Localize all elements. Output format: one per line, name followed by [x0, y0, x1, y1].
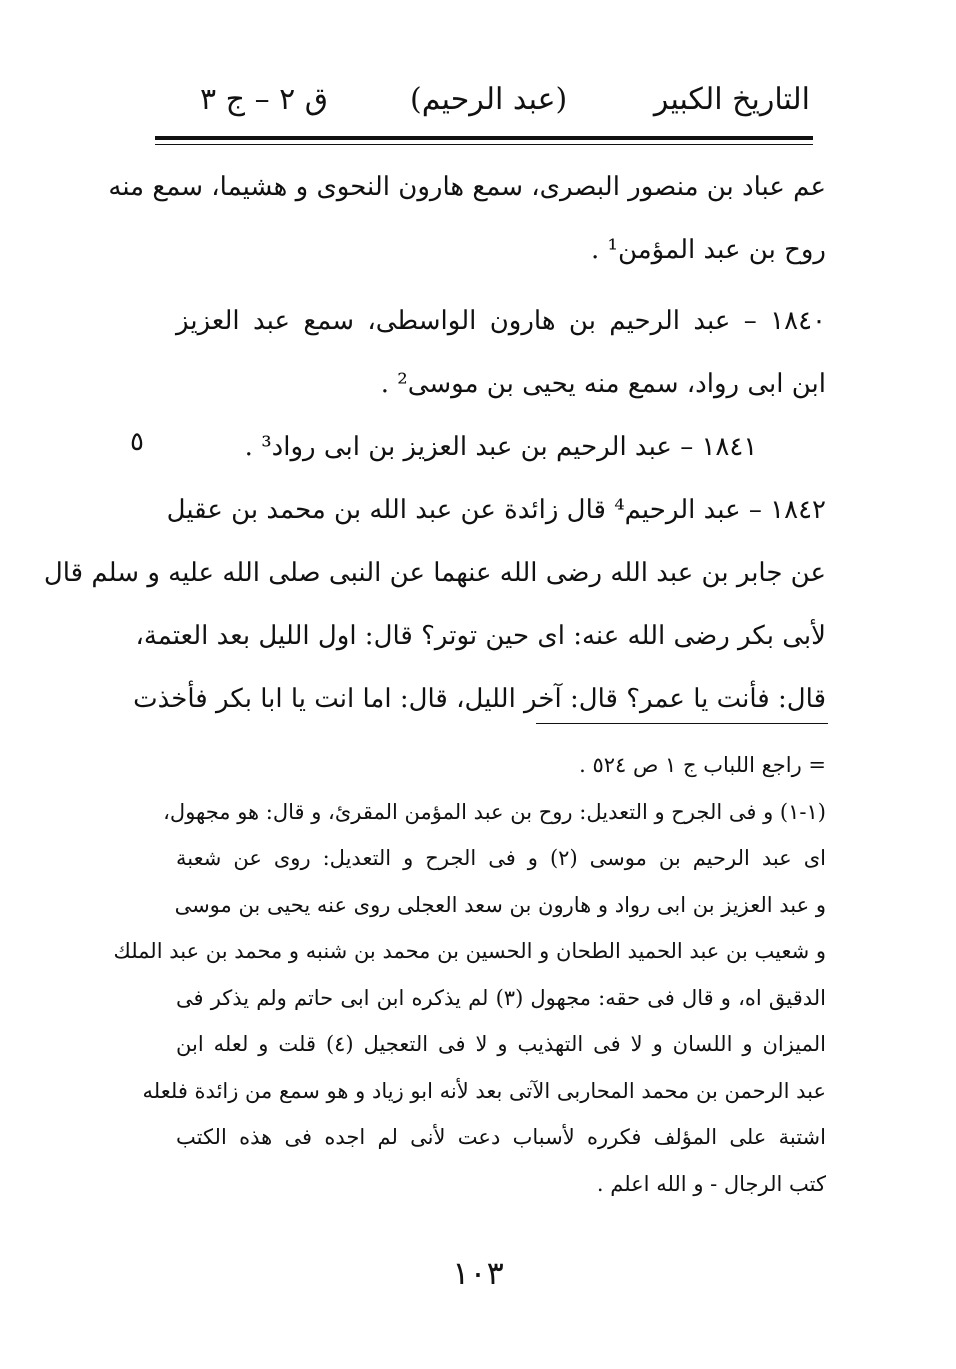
- footnotes: [113, 742, 826, 1207]
- main-text: [43, 156, 826, 731]
- footnote-line: و عبد العزيز بن ابى رواد و هارون بن سعد العجلى روى عنه يحيى بن موسى: [174, 892, 826, 917]
- running-header: [160, 78, 810, 126]
- footnote-line: كتب الرجال - و الله اعلم .: [596, 1171, 826, 1196]
- footnote-line: اشتبة على المؤلف فكرره لأسباب دعت لأنى لم اجده فى هذه الكتب: [176, 1125, 826, 1149]
- entry-1840-line: ١٨٤٠ – عبد الرحيم بن هارون الواسطى، سمع عبد العزيز: [176, 306, 826, 336]
- footnote-line: و شعيب بن عبد الحميد الطحان و الحسين بن محمد بن شنبه و محمد بن عبد الملك: [113, 939, 826, 963]
- footnote-line: الدقيق اه، و قال فى حقه: مجهول (٣) لم يذكره ابن ابى حاتم ولم يذكر فى: [176, 985, 826, 1010]
- header-rule-thick: [155, 136, 813, 140]
- footnote-line: = راجع اللباب ج ١ ص ٥٢٤ .: [579, 753, 826, 777]
- footnote-line: الميزان و اللسان و لا فى التهذيب و لا فى التعجيل (٤) قلت و لعله ابن: [176, 1032, 826, 1056]
- footnote-line: اى عبد الرحيم بن موسى (٢) و فى الجرح و التعديل: روى عن شعبة: [176, 846, 826, 870]
- book-title: التاريخ الكبير: [653, 82, 810, 117]
- footnote-line: (١-١) و فى الجرح و التعديل: روح بن عبد المؤمن المقرئ، و قال: هو مجهول،: [163, 799, 826, 824]
- text-line: روح بن عبد المؤمن¹ .: [590, 235, 826, 265]
- text-line: قال: فأنت يا عمر؟ قال: آخر الليل، قال: اما انت يا ابا بكر فأخذت: [133, 684, 826, 714]
- entry-1842-line: ١٨٤٢ – عبد الرحيم⁴ قال زائدة عن عبد الله بن محمد بن عقيل: [166, 495, 826, 525]
- text-line: عم عباد بن منصور البصرى، سمع هارون النحوى و هشيما، سمع منه: [108, 172, 826, 202]
- footnote-separator: [536, 723, 828, 724]
- header-rule-thin: [155, 144, 813, 145]
- entry-1841-line: ١٨٤١ – عبد الرحيم بن عبد العزيز بن ابى رواد³ .: [244, 432, 758, 462]
- volume-label: ق ٢ – ج ٣: [200, 82, 329, 117]
- line-number-marker: ٥: [130, 427, 144, 457]
- text-line: لأبى بكر رضى الله عنه: اى حين توتر؟ قال: اول الليل بعد العتمة،: [135, 621, 826, 651]
- section-title: (عبد الرحيم): [410, 82, 568, 117]
- text-line: عن جابر بن عبد الله رضى الله عنهما عن النبى صلى الله عليه و سلم قال: [43, 558, 826, 588]
- text-line: ابن ابى رواد، سمع منه يحيى بن موسى² .: [380, 369, 826, 399]
- page-number: ١٠٣: [452, 1254, 504, 1292]
- footnote-line: عبد الرحمن بن محمد المحاربى الآتى بعد لأنه ابو زياد و هو سمع من زائدة فلعله: [142, 1078, 826, 1103]
